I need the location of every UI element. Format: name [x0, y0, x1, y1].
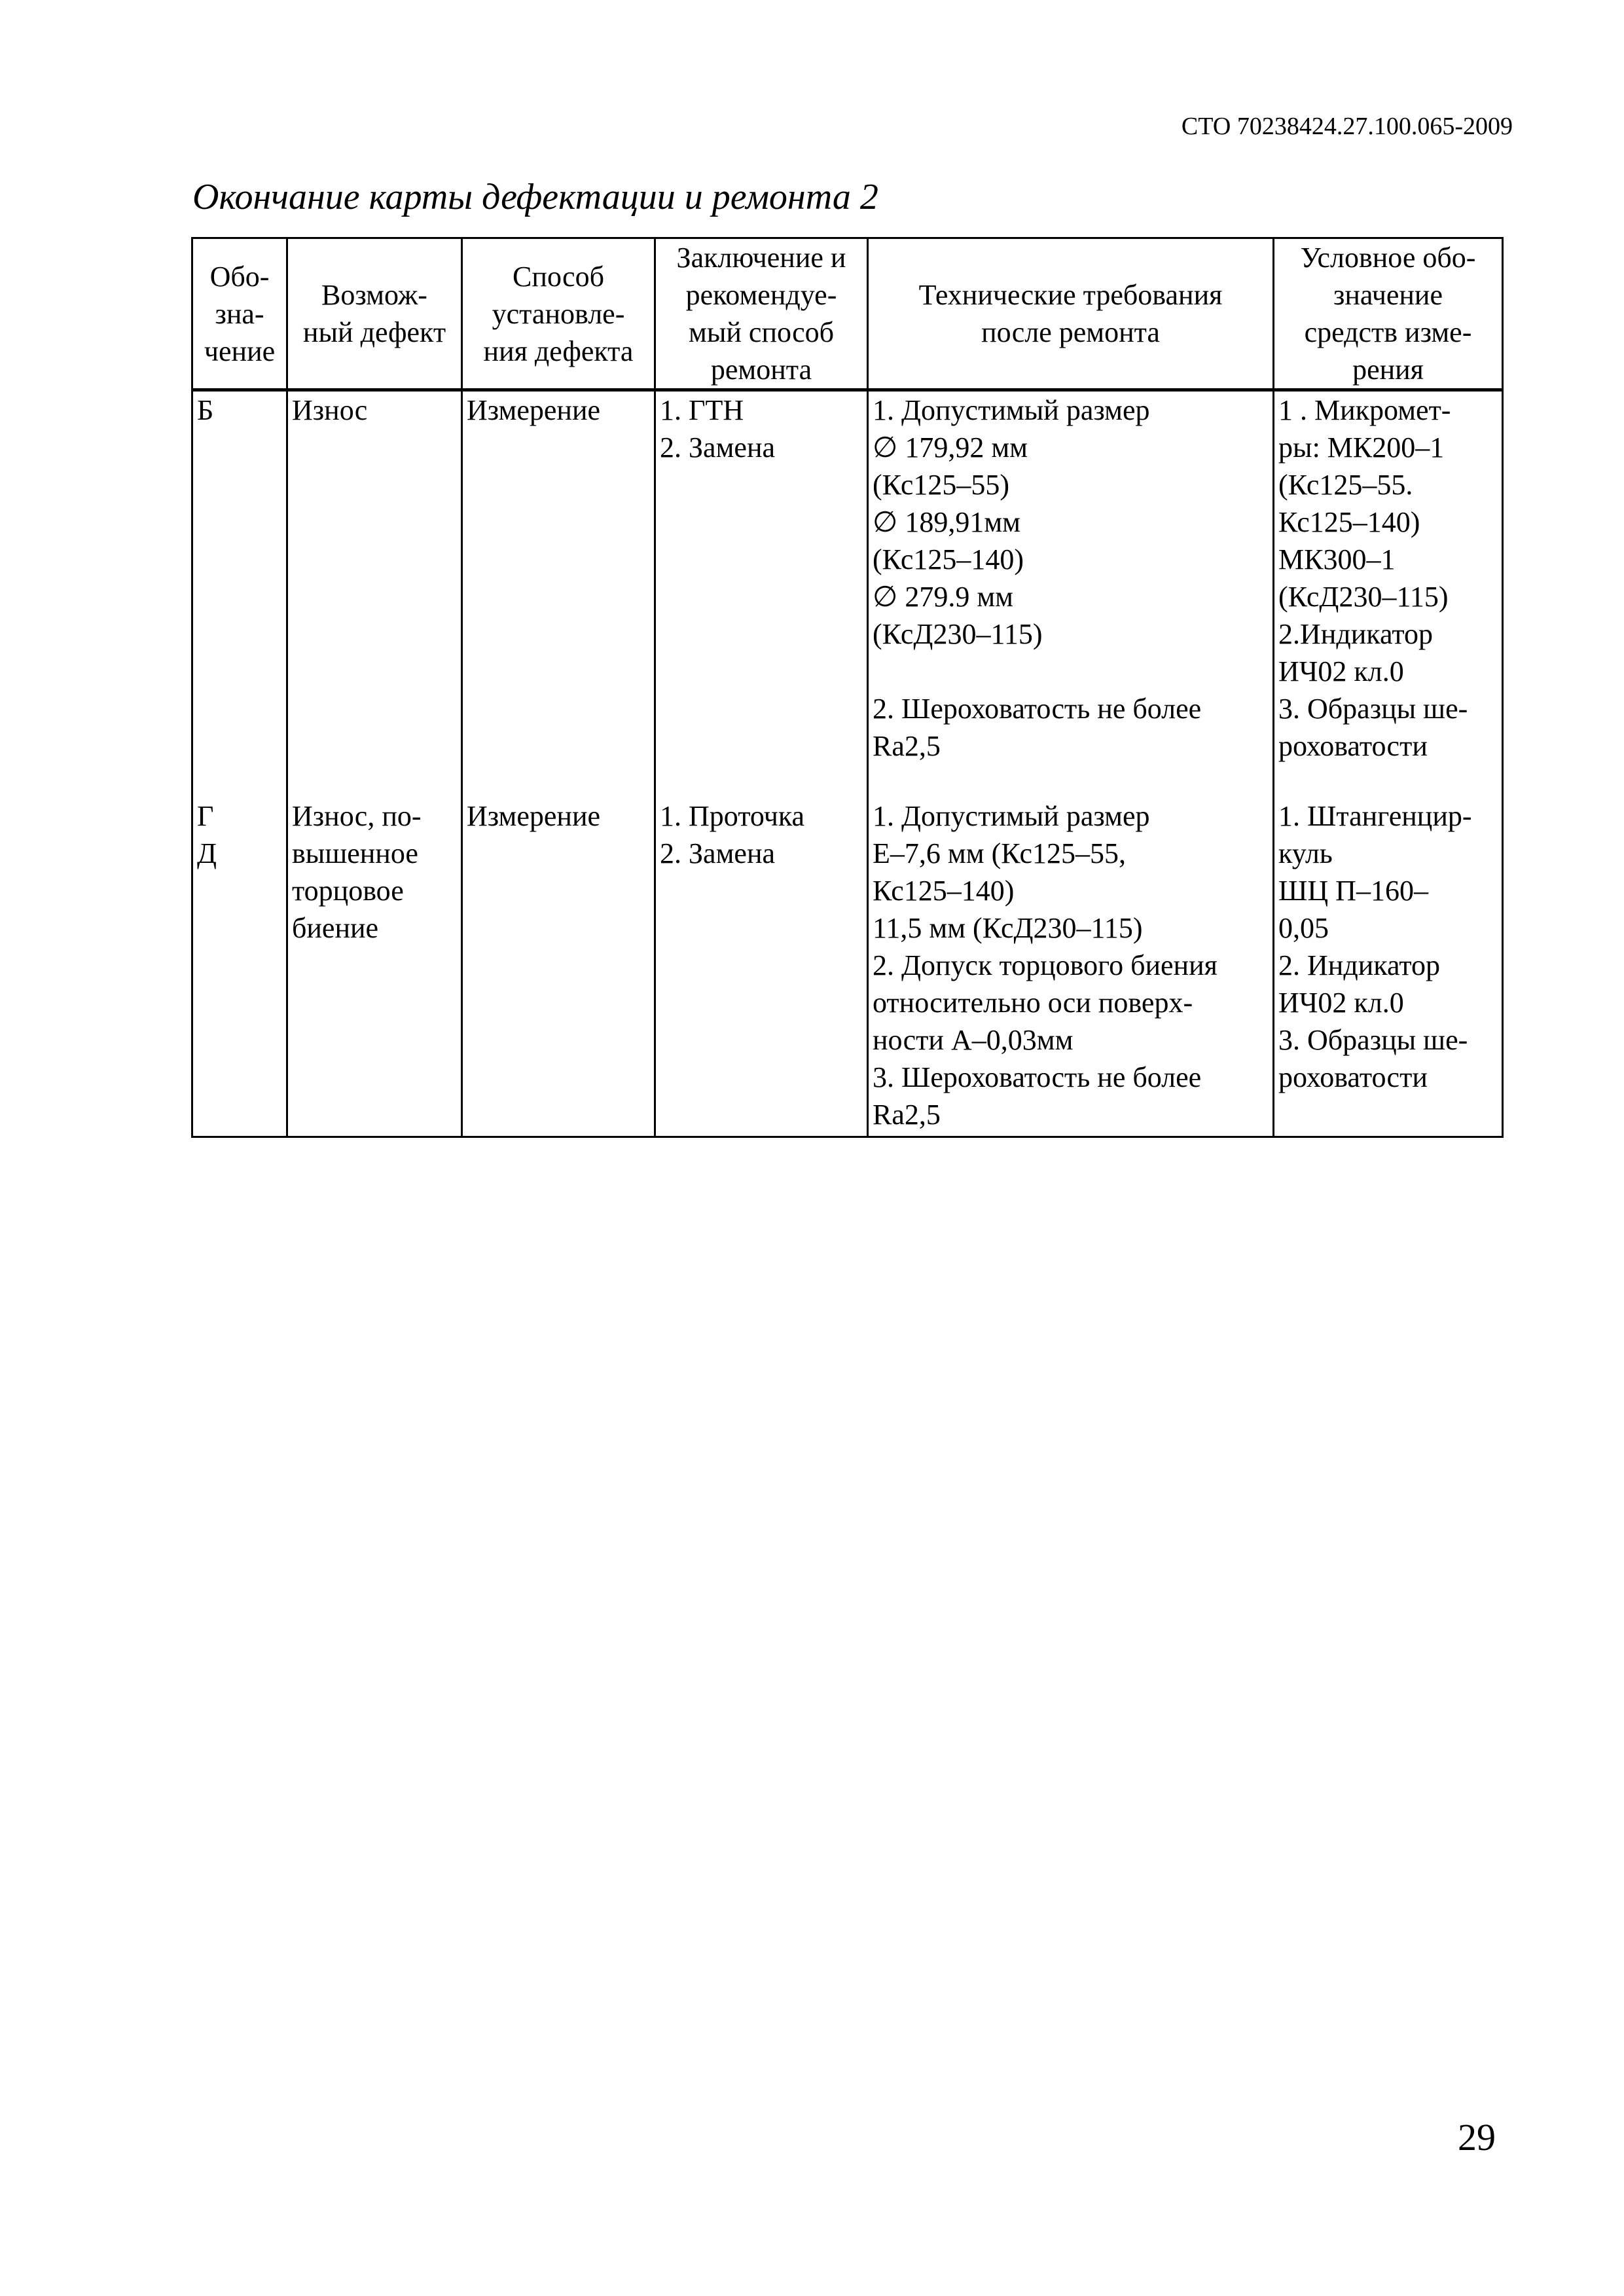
header-conclusion: [655, 238, 868, 390]
cell-line: Г: [197, 800, 214, 832]
cell-technical-requirements: [868, 797, 1274, 1137]
header-technical-requirements: [868, 238, 1274, 390]
cell-line: Д: [197, 837, 217, 869]
table-row: [192, 390, 1503, 798]
cell-detection-method: [462, 797, 655, 1137]
cell-possible-defect: [287, 390, 462, 798]
header-line: Заключение и: [676, 242, 846, 274]
header-line: установле-: [492, 297, 625, 330]
cell-line: куль: [1278, 837, 1333, 869]
cell-line: 3. Шероховатость не более: [873, 1061, 1202, 1093]
header-line: мый способ: [688, 316, 835, 348]
cell-line: Износ: [292, 394, 368, 426]
cell-line: 2.Индикатор: [1278, 618, 1434, 650]
cell-line: Износ, по-: [292, 800, 422, 832]
cell-line: 1. Проточка: [660, 800, 805, 832]
cell-line: ∅ 179,92 мм: [873, 431, 1028, 464]
cell-line: ∅ 279.9 мм: [873, 581, 1014, 613]
cell-detection-method: [462, 390, 655, 798]
header-line: после ремонта: [981, 316, 1160, 348]
cell-line: ИЧ02 кл.0: [1278, 655, 1404, 687]
header-line: зна-: [215, 297, 264, 330]
header-line: рекомендуе-: [685, 279, 837, 311]
cell-conclusion: [655, 390, 868, 798]
header-line: Возмож-: [321, 279, 427, 311]
header-line: средств изме-: [1304, 316, 1472, 348]
cell-line: ности А–0,03мм: [873, 1024, 1074, 1056]
table-title: Окончание карты дефектации и ремонта 2: [192, 177, 878, 217]
cell-measuring-instruments: [1274, 390, 1503, 798]
defect-repair-table: [191, 237, 1504, 1138]
header-measuring-instruments: [1274, 238, 1503, 390]
header-line: рения: [1352, 354, 1424, 386]
cell-line: 2. Индикатор: [1278, 949, 1441, 981]
cell-line: (Кс125–55): [873, 469, 1010, 501]
header-line: ный дефект: [302, 316, 446, 348]
cell-line: относительно оси поверх-: [873, 987, 1193, 1019]
header-line: Обо-: [209, 260, 270, 293]
cell-conclusion: [655, 797, 868, 1137]
cell-line: Кс125–140): [1278, 506, 1420, 538]
cell-line: ИЧ02 кл.0: [1278, 987, 1404, 1019]
header-possible-defect: [287, 238, 462, 390]
cell-line: [873, 653, 1269, 690]
cell-line: 3. Образцы ше-: [1278, 693, 1468, 725]
header-detection-method: [462, 238, 655, 390]
cell-designation: [192, 797, 287, 1137]
cell-line: 1. Допустимый размер: [873, 394, 1150, 426]
table-header-row: [192, 238, 1503, 390]
cell-line: Измерение: [467, 394, 601, 426]
cell-line: ры: МК200–1: [1278, 431, 1445, 464]
cell-possible-defect: [287, 797, 462, 1137]
cell-line: 2. Шероховатость не более: [873, 693, 1202, 725]
header-line: значение: [1333, 279, 1443, 311]
cell-line: 3. Образцы ше-: [1278, 1024, 1468, 1056]
cell-line: МК300–1: [1278, 543, 1396, 575]
cell-line: 1 . Микромет-: [1278, 394, 1451, 426]
cell-line: 1. ГТН: [660, 394, 744, 426]
header-line: чение: [204, 335, 276, 367]
header-line: Условное обо-: [1300, 242, 1476, 274]
document-code: СТО 70238424.27.100.065-2009: [1181, 113, 1513, 140]
cell-line: Ra2,5: [873, 730, 941, 762]
header-designation: [192, 238, 287, 390]
header-line: ния дефекта: [483, 335, 634, 367]
cell-line: ∅ 189,91мм: [873, 506, 1021, 538]
cell-line: 2. Замена: [660, 431, 776, 464]
cell-line: вышенное: [292, 837, 418, 869]
cell-line: (Кс125–55.: [1278, 469, 1413, 501]
cell-line: 11,5 мм (КсД230–115): [873, 912, 1143, 944]
cell-line: Кс125–140): [873, 875, 1015, 907]
cell-line: 2. Замена: [660, 837, 776, 869]
cell-designation: [192, 390, 287, 798]
cell-line: (Кс125–140): [873, 543, 1024, 575]
cell-line: (КсД230–115): [873, 618, 1043, 650]
cell-line: (КсД230–115): [1278, 581, 1449, 613]
cell-line: Ra2,5: [873, 1099, 941, 1131]
cell-line: биение: [292, 912, 379, 944]
cell-line: роховатости: [1278, 1061, 1428, 1093]
table-row: [192, 797, 1503, 1137]
cell-line: 1. Штангенцир-: [1278, 800, 1472, 832]
cell-measuring-instruments: [1274, 797, 1503, 1137]
cell-line: Е–7,6 мм (Кс125–55,: [873, 837, 1126, 869]
cell-line: 0,05: [1278, 912, 1329, 944]
header-line: Способ: [513, 260, 604, 293]
page-number: 29: [1458, 2116, 1496, 2159]
cell-line: роховатости: [1278, 730, 1428, 762]
header-line: Технические требования: [918, 279, 1223, 311]
cell-technical-requirements: [868, 390, 1274, 798]
cell-line: 2. Допуск торцового биения: [873, 949, 1218, 981]
header-line: ремонта: [710, 354, 812, 386]
cell-line: Измерение: [467, 800, 601, 832]
cell-line: 1. Допустимый размер: [873, 800, 1150, 832]
cell-line: Б: [197, 394, 214, 426]
cell-line: торцовое: [292, 875, 404, 907]
cell-line: ШЦ П–160–: [1278, 875, 1428, 907]
